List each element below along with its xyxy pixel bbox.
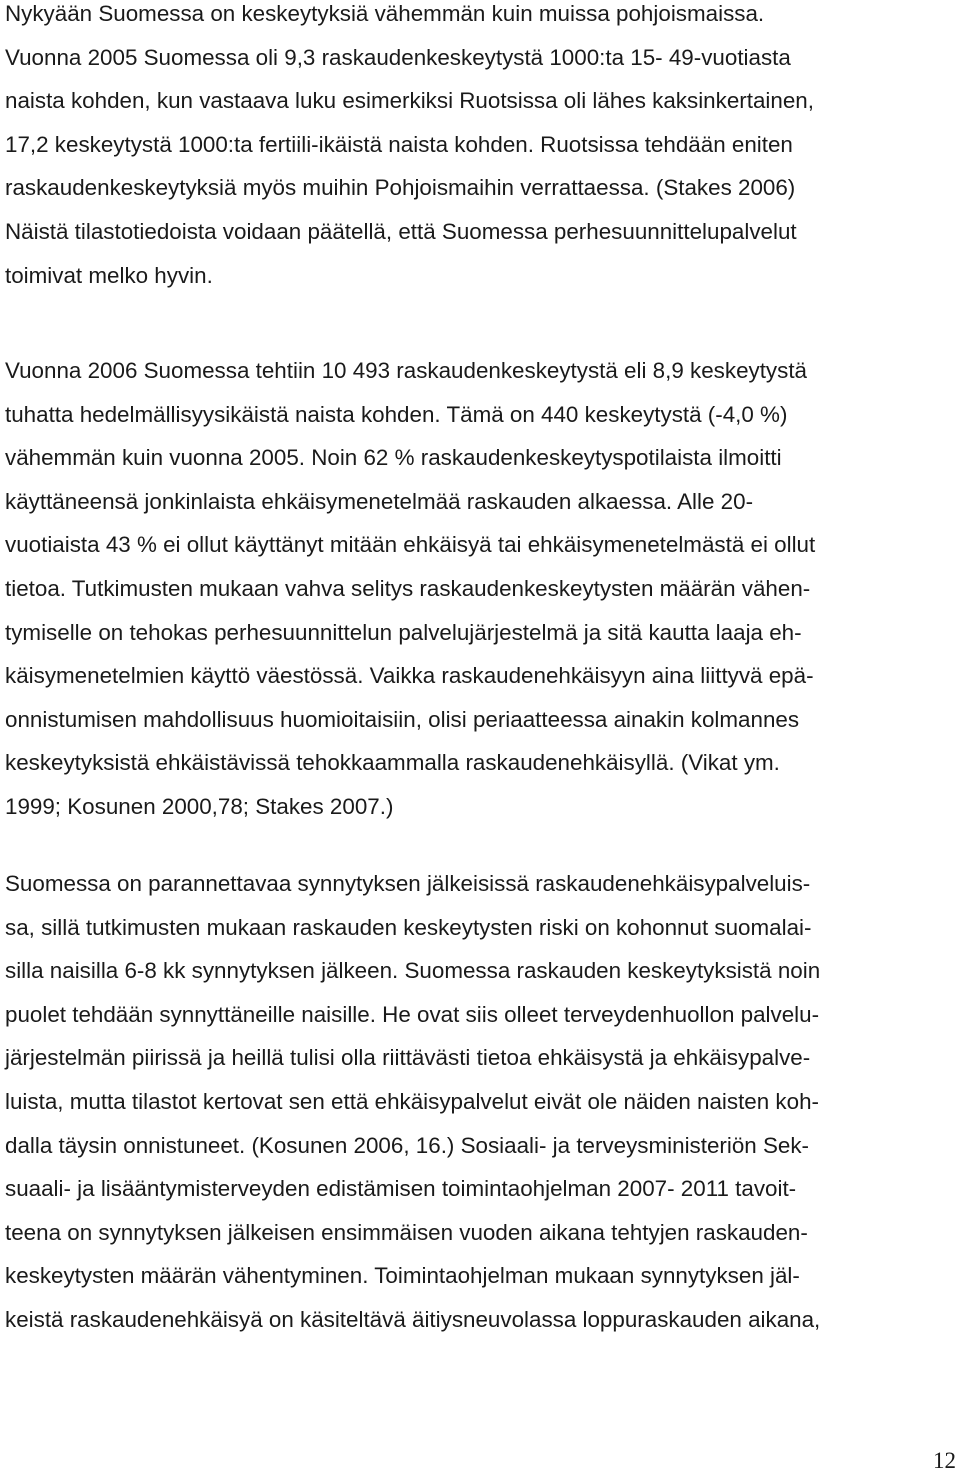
- text-line: dalla täysin onnistuneet. (Kosunen 2006, 16.) Sosiaali- ja terveysministeriön Sek-: [5, 1132, 810, 1158]
- text-line: raskaudenkeskeytyksiä myös muihin Pohjoismaihin verrattaessa. (Stakes 2006): [5, 175, 796, 201]
- paragraph: [5, 0, 957, 297]
- text-line: käisymenetelmien käyttö väestössä. Vaikka raskaudenehkäisyyn aina liittyvä epä-: [5, 663, 814, 689]
- text-line: 17,2 keskeytystä 1000:ta fertiili-ikäistä naista kohden. Ruotsissa tehdään eniten: [5, 131, 793, 157]
- text-line: luista, mutta tilastot kertovat sen että ehkäisypalvelut eivät ole näiden naisten koh-: [5, 1088, 819, 1114]
- page-number: 12: [933, 1448, 956, 1473]
- text-line: Suomessa on parannettavaa synnytyksen jälkeisissä raskaudenehkäisypalveluis-: [5, 871, 811, 896]
- text-line: Nykyään Suomessa on keskeytyksiä vähemmän kuin muissa pohjoismaissa.: [5, 1, 765, 26]
- text-line: vuotiaista 43 % ei ollut käyttänyt mitään ehkäisyä tai ehkäisymenetelmästä ei ollut: [5, 532, 816, 558]
- text-line: vähemmän kuin vuonna 2005. Noin 62 % raskaudenkeskeytyspotilaista ilmoitti: [5, 445, 782, 471]
- paragraph: [5, 349, 957, 829]
- text-line: onnistumisen mahdollisuus huomioitaisiin, olisi periaatteessa ainakin kolmannes: [5, 706, 800, 732]
- text-line: suaali- ja lisääntymisterveyden edistämisen toimintaohjelman 2007- 2011 tavoit-: [5, 1176, 797, 1202]
- text-line: silla naisilla 6-8 kk synnytyksen jälkeen. Suomessa raskauden keskeytyksistä noin: [5, 958, 821, 984]
- text-line: keskeytyksistä ehkäistävissä tehokkaammalla raskaudenehkäisyllä. (Vikat ym.: [5, 750, 780, 776]
- text-line: toimivat melko hyvin.: [5, 262, 213, 288]
- text-line: tymiselle on tehokas perhesuunnittelun palvelujärjestelmä ja sitä kautta laaja eh-: [5, 619, 802, 645]
- text-line: tietoa. Tutkimusten mukaan vahva selitys raskaudenkeskeytysten määrän vähen-: [5, 575, 811, 601]
- text-line: teena on synnytyksen jälkeisen ensimmäisen vuoden aikana tehtyjen raskauden-: [5, 1219, 808, 1245]
- text-line: sa, sillä tutkimusten mukaan raskauden keskeytysten riski on kohonnut suomalai-: [5, 914, 812, 940]
- text-line: tuhatta hedelmällisyysikäistä naista kohden. Tämä on 440 keskeytystä (-4,0 %): [5, 401, 788, 427]
- text-line: Vuonna 2005 Suomessa oli 9,3 raskaudenkeskeytystä 1000:ta 15- 49-vuotiasta: [5, 44, 791, 70]
- text-line: käyttäneensä jonkinlaista ehkäisymenetelmää raskauden alkaessa. Alle 20-: [5, 488, 754, 514]
- paragraph: [5, 862, 957, 1342]
- text-line: järjestelmän piirissä ja heillä tulisi olla riittävästi tietoa ehkäisystä ja ehkäisypalve-: [5, 1045, 811, 1071]
- text-line: keistä raskaudenehkäisyä on käsiteltävä äitiysneuvolassa loppuraskauden aikana,: [5, 1306, 821, 1332]
- text-line: puolet tehdään synnyttäneille naisille. He ovat siis olleet terveydenhuollon palvelu-: [5, 1001, 820, 1027]
- text-line: Näistä tilastotiedoista voidaan päätellä, että Suomessa perhesuunnittelupalvelut: [5, 218, 797, 244]
- text-line: 1999; Kosunen 2000,78; Stakes 2007.): [5, 793, 394, 819]
- text-line: Vuonna 2006 Suomessa tehtiin 10 493 raskaudenkeskeytystä eli 8,9 keskeytystä: [5, 358, 807, 383]
- text-line: keskeytysten määrän vähentyminen. Toimintaohjelman mukaan synnytyksen jäl-: [5, 1263, 800, 1289]
- text-line: naista kohden, kun vastaava luku esimerkiksi Ruotsissa oli lähes kaksinkertainen,: [5, 88, 814, 114]
